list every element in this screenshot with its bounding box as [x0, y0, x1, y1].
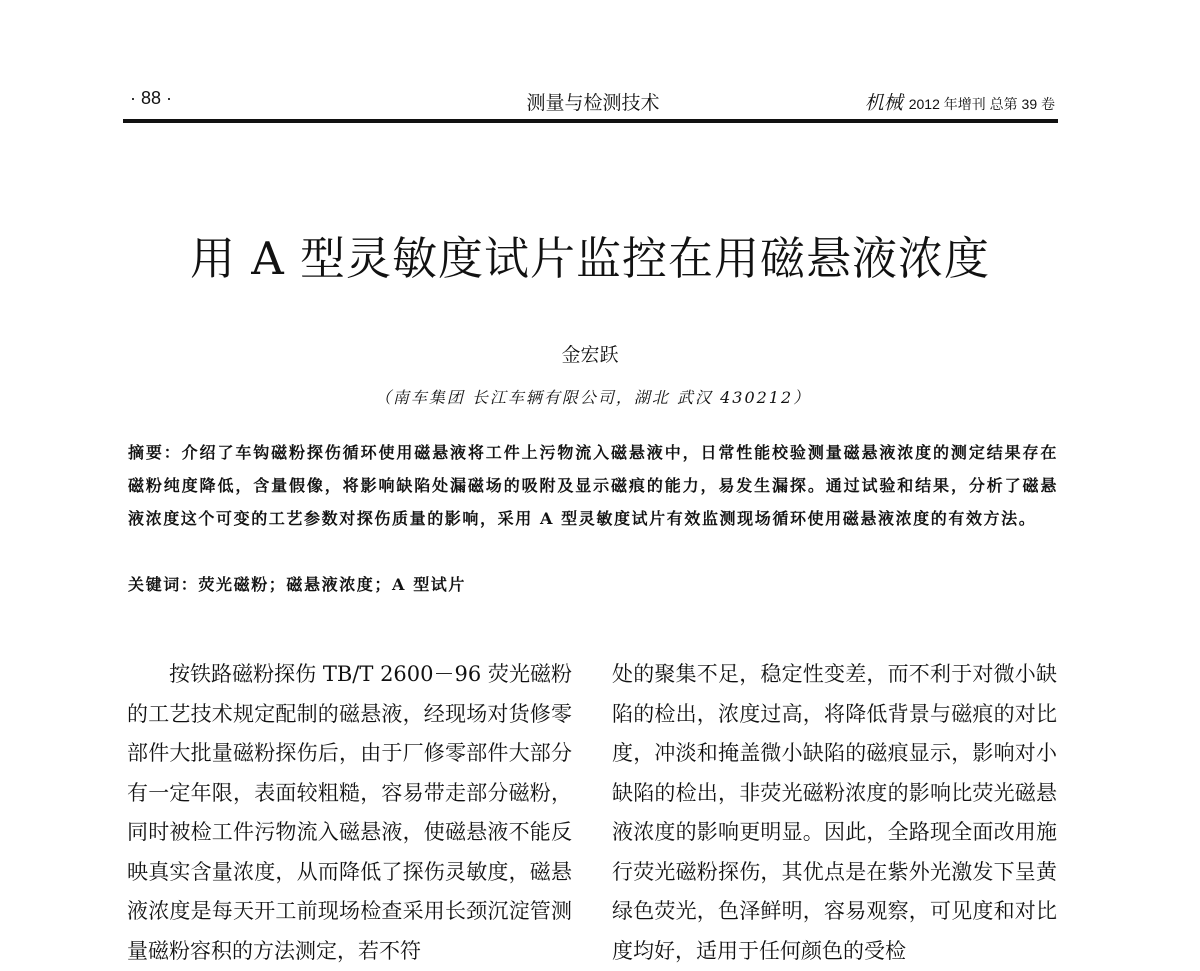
page-number: · 88 · — [130, 88, 173, 108]
abstract-text: 介绍了车钩磁粉探伤循环使用磁悬液将工件上污物流入磁悬液中，日常性能校验测量磁悬液浓度的测定结果存在磁粉纯度降低，含量假像，将影响缺陷处漏磁场的吸附及显示磁痕的能力，易发生漏探。通过试验和结果，分析了磁悬液浓度这个可变的工艺参数对探伤质量的影响，采用 A 型灵敏度试片有效监测现场循环使用磁悬液浓度的有效方法。 — [128, 443, 1058, 528]
abstract — [128, 436, 1058, 535]
header-rule — [123, 119, 1058, 123]
journal-name: 机械 — [864, 93, 903, 114]
keywords-text: 荧光磁粉；磁悬液浓度；A 型试片 — [198, 575, 466, 594]
body-column-left: 按铁路磁粉探伤 TB/T 2600－96 荧光磁粉的工艺技术规定配制的磁悬液，经现场对货修零部件大批量磁粉探伤后，由于厂修零部件大部分有一定年限，表面较粗糙，容易带走部分磁粉，同时被检工件污物流入磁悬液，使磁悬液不能反映真实含量浓度，从而降低了探伤灵敏度，磁悬液浓度是每天开工前现场检查采用长颈沉淀管测量磁粉容积的方法测定，若不符 — [127, 662, 572, 963]
journal-issue: 2012 年增刊 总第 39 卷 — [908, 96, 1055, 112]
keywords — [128, 572, 466, 595]
section-title: 测量与检测技术 — [526, 93, 660, 114]
journal-info — [865, 88, 1055, 115]
abstract-label: 摘要： — [128, 443, 182, 462]
affiliation: （南车集团 长江车辆有限公司，湖北 武汉 430212） — [374, 388, 812, 407]
author: 金宏跃 — [561, 344, 619, 366]
body-column-right: 处的聚集不足，稳定性变差，而不利于对微小缺陷的检出，浓度过高，将降低背景与磁痕的对比度，冲淡和掩盖微小缺陷的磁痕显示，影响对小缺陷的检出，非荧光磁粉浓度的影响比荧光磁悬液浓度的影响更明显。因此，全路现全面改用施行荧光磁粉探伤，其优点是在紫外光激发下呈黄绿色荧光，色泽鲜明，容易观察，可见度和对比度均好，适用于任何颜色的受检 — [612, 662, 1057, 963]
article-title: 用 A 型灵敏度试片监控在用磁悬液浓度 — [189, 232, 991, 285]
keywords-label: 关键词： — [128, 575, 199, 594]
